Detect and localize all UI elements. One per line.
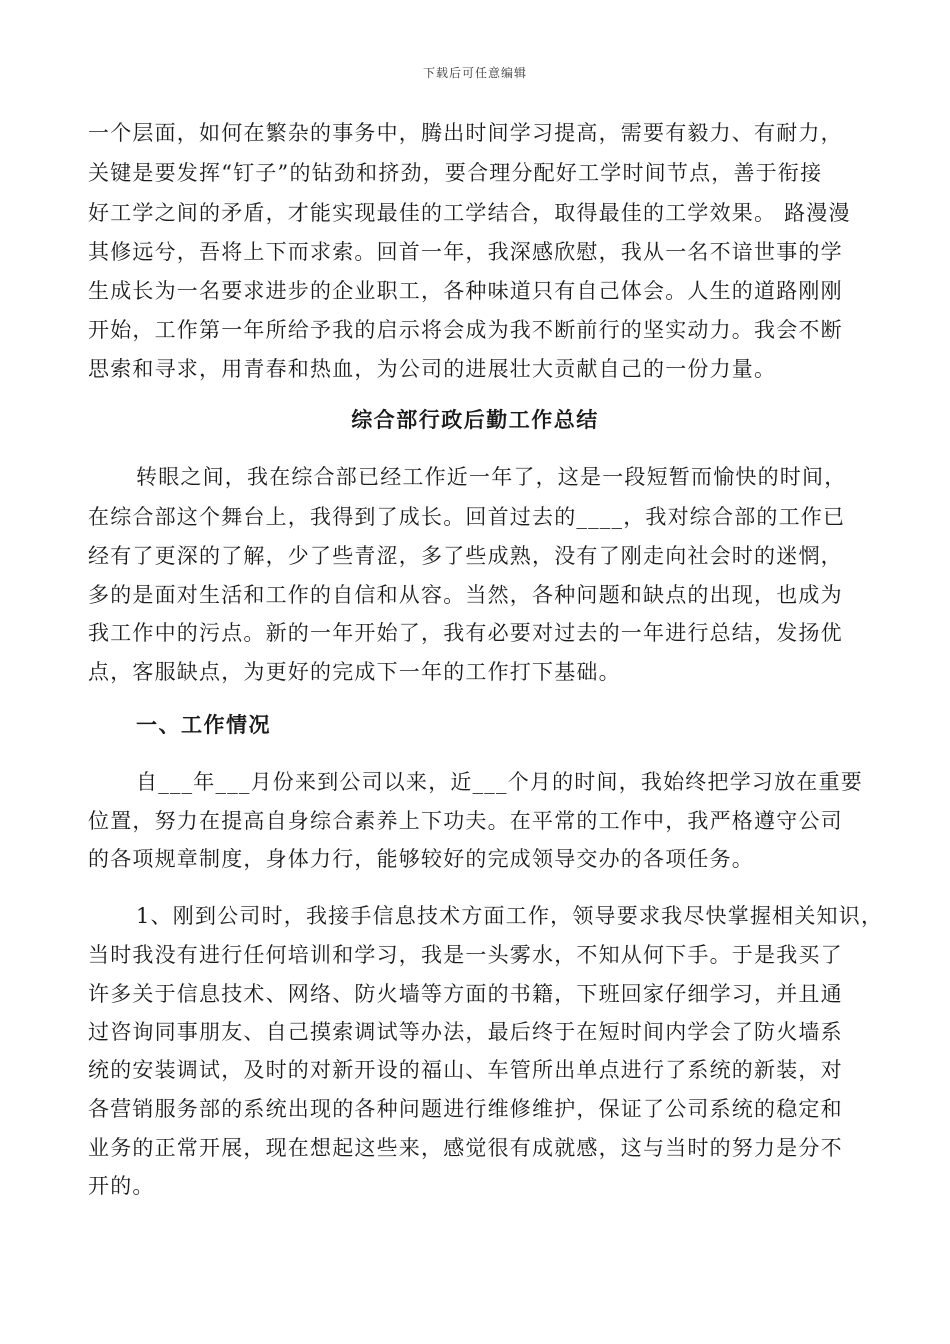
paragraph-line: 统的安装调试，及时的对新开设的福山、车管所出单点进行了系统的新装，对 [88,1058,843,1082]
paragraph-line: 开的。 [88,1174,155,1198]
paragraph-line: 其修远兮，吾将上下而求索。回首一年，我深感欣慰，我从一名不谙世事的学 [88,240,843,264]
paragraph-line: 开始，工作第一年所给予我的启示将会成为我不断前行的坚实动力。我会不断 [88,318,843,342]
paragraph-line: 自___年___月份来到公司以来，近___个月的时间，我始终把学习放在重要 [136,770,863,794]
paragraph-line: 经有了更深的了解，少了些青涩，多了些成熟，没有了刚走向社会时的迷惘， [88,544,843,568]
paragraph-line: 多的是面对生活和工作的自信和从容。当然，各种问题和缺点的出现，也成为 [88,583,843,607]
paragraph-line: 位置，努力在提高自身综合素养上下功夫。在平常的工作中，我严格遵守公司 [88,809,843,833]
paragraph-line: 当时我没有进行任何培训和学习，我是一头雾水，不知从何下手。于是我买了 [88,943,843,967]
paragraph-line: 1、刚到公司时，我接手信息技术方面工作，领导要求我尽快掌握相关知识， [136,904,884,928]
paragraph-line: 许多关于信息技术、网络、防火墙等方面的书籍，下班回家仔细学习，并且通 [88,982,843,1006]
section-title: 综合部行政后勤工作总结 [351,407,599,432]
paragraph-line: 业务的正常开展，现在想起这些来，感觉很有成就感，这与当时的努力是分不 [88,1136,843,1160]
paragraph-line: 一个层面，如何在繁杂的事务中，腾出时间学习提高，需要有毅力、有耐力， [88,121,843,145]
subsection-heading: 一、工作情况 [136,712,271,737]
paragraph-line: 生成长为一名要求进步的企业职工，各种味道只有自己体会。人生的道路刚刚 [88,279,843,303]
paragraph-line: 好工学之间的矛盾，才能实现最佳的工学结合，取得最佳的工学效果。 路漫漫 [88,201,851,225]
page-header-note: 下载后可任意编辑 [422,66,527,80]
paragraph-line: 点，客服缺点，为更好的完成下一年的工作打下基础。 [88,660,621,684]
paragraph-line: 在综合部这个舞台上，我得到了成长。回首过去的____，我对综合部的工作已 [88,505,846,529]
paragraph-line: 的各项规章制度，身体力行，能够较好的完成领导交办的各项任务。 [88,847,754,871]
paragraph-line: 各营销服务部的系统出现的各种问题进行维修维护，保证了公司系统的稳定和 [88,1097,843,1121]
paragraph-line: 关键是要发挥“钉子”的钻劲和挤劲，要合理分配好工学时间节点，善于衔接 [88,161,823,185]
paragraph-line: 我工作中的污点。新的一年开始了，我有必要对过去的一年进行总结，发扬优 [88,621,843,645]
paragraph-line: 思索和寻求，用青春和热血，为公司的进展壮大贡献自己的一份力量。 [88,357,777,381]
paragraph-line: 过咨询同事朋友、自己摸索调试等办法，最后终于在短时间内学会了防火墙系 [88,1020,843,1044]
paragraph-line: 转眼之间，我在综合部已经工作近一年了，这是一段短暂而愉快的时间， [136,465,847,489]
